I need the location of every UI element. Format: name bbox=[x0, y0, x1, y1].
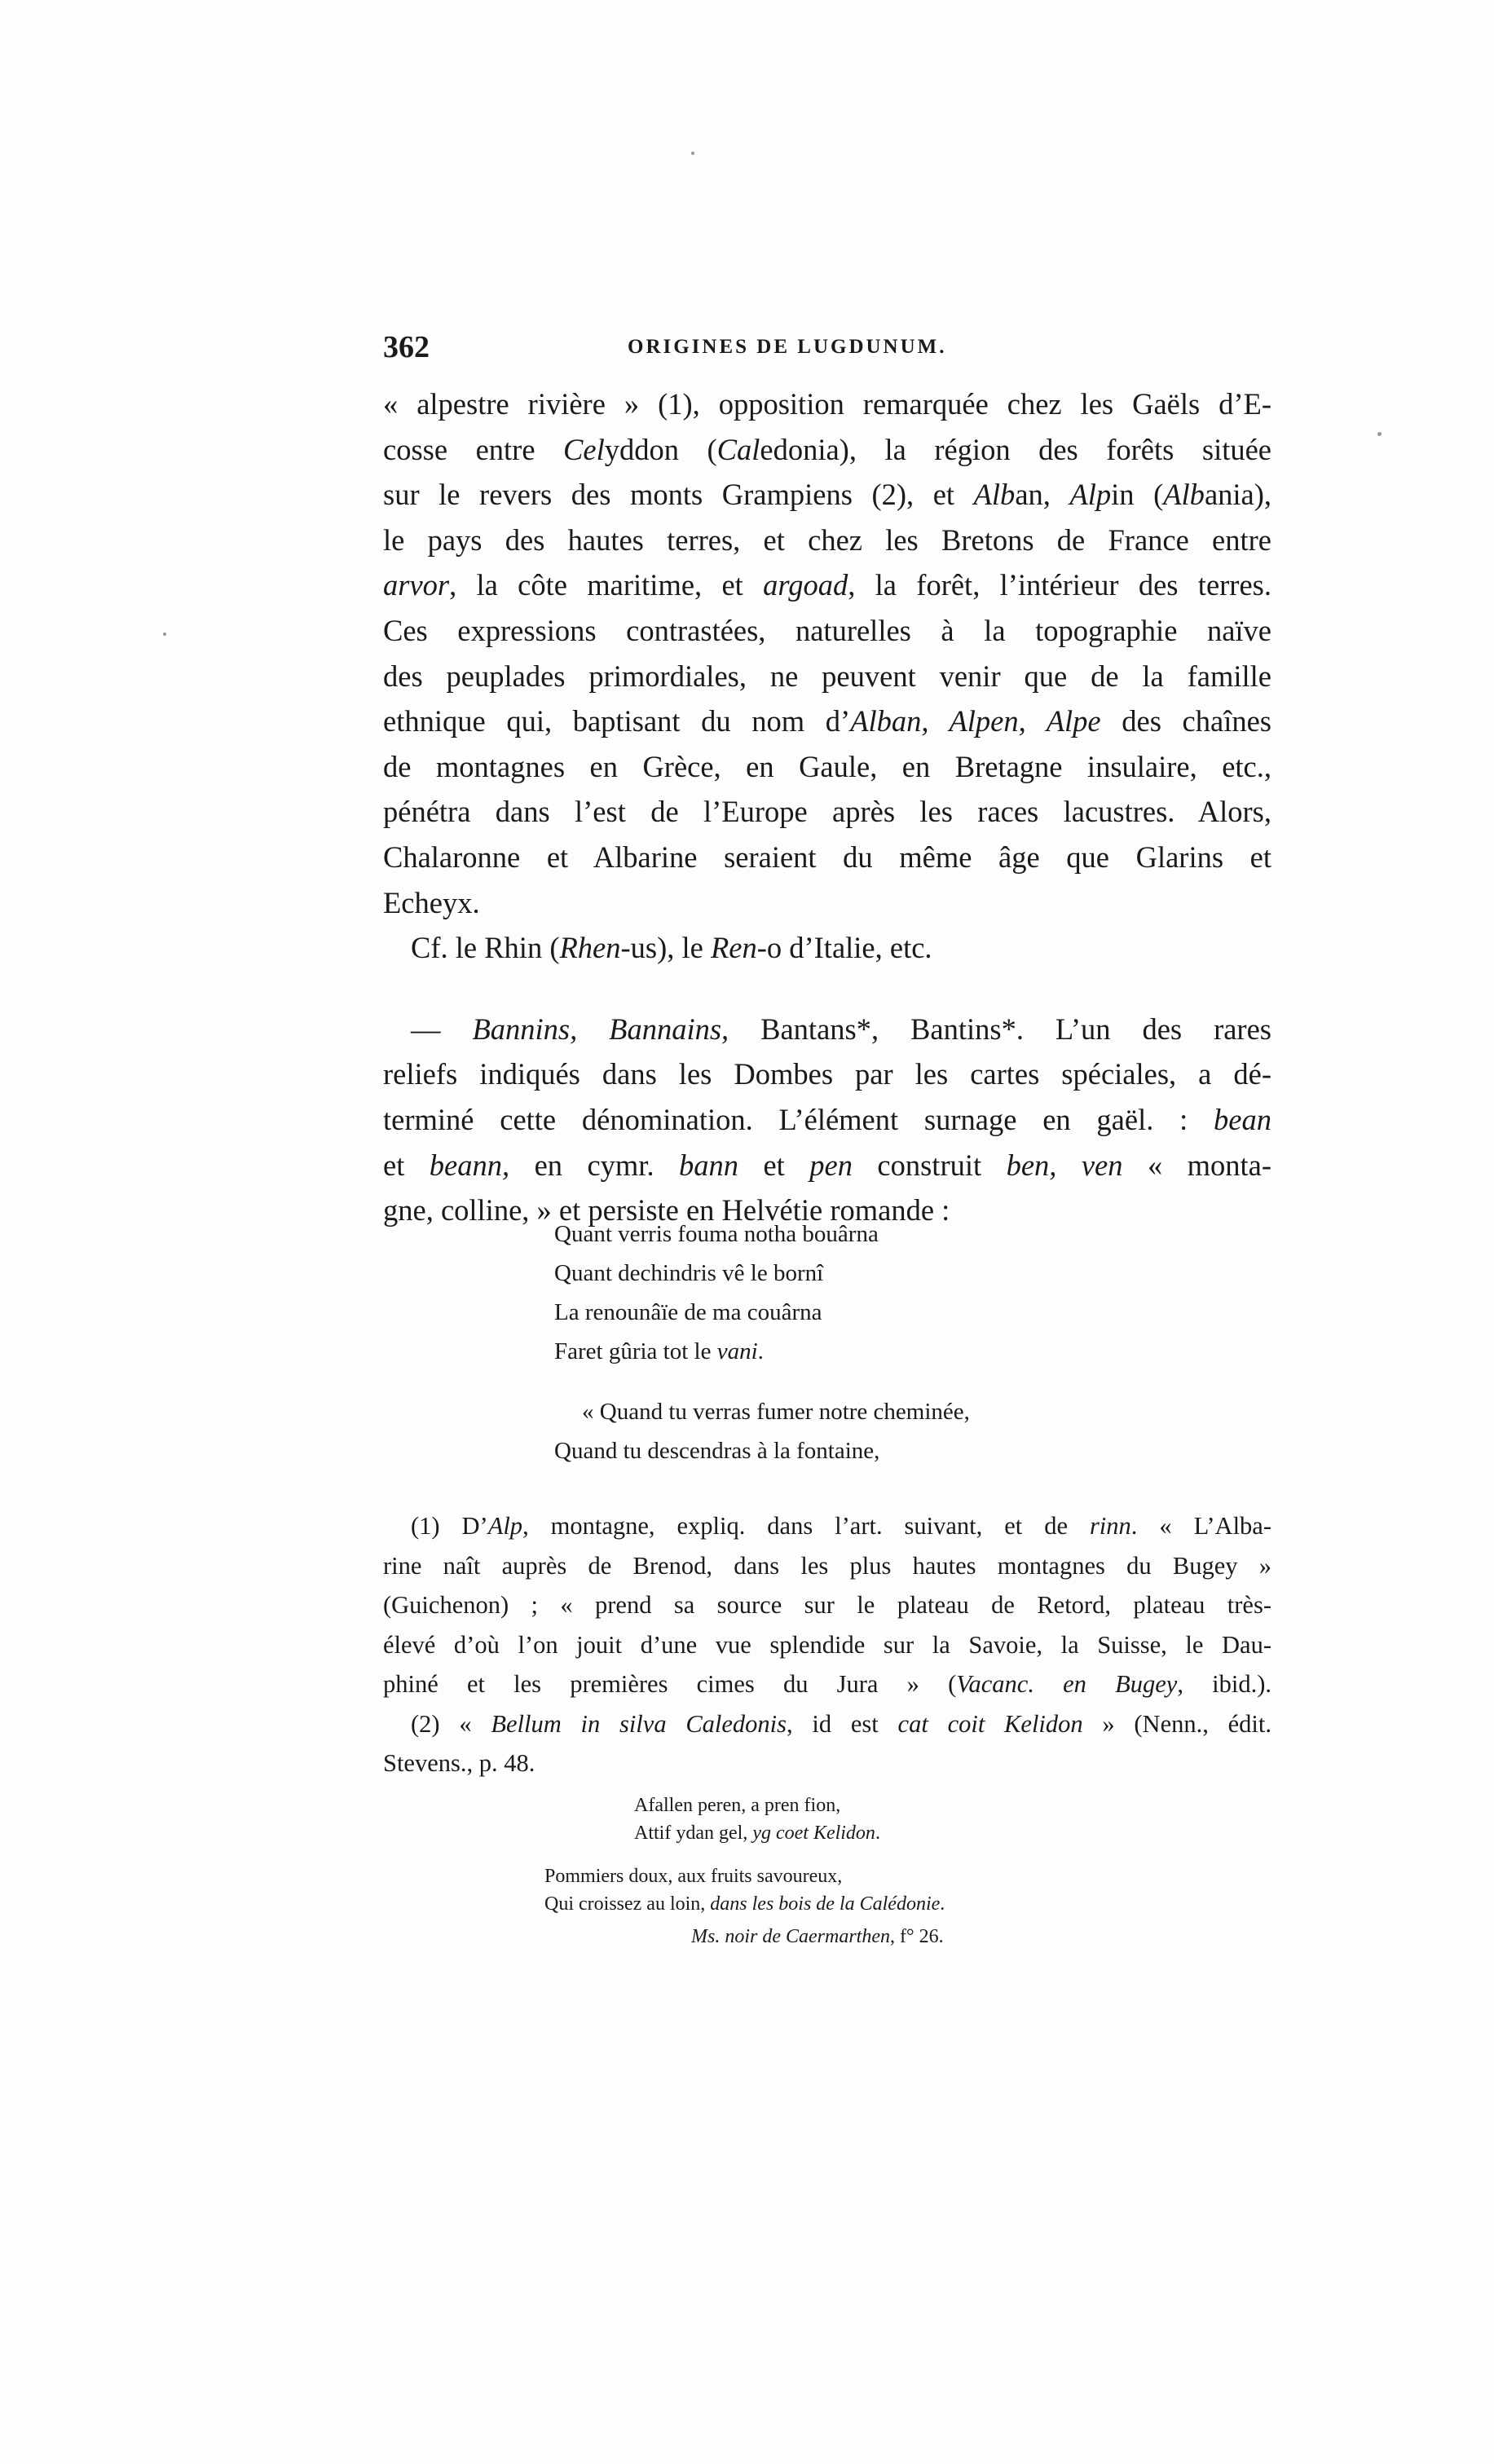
text-run: de montagnes en Grèce, en Gaule, en Bretagne insulaire, etc., bbox=[383, 749, 1271, 783]
text-run: Quant dechindris vê le bornî bbox=[554, 1260, 824, 1286]
text-run: pénétra dans l’est de l’Europe après les races lacustres. Alors, bbox=[383, 795, 1271, 829]
footnote-line bbox=[383, 1585, 1271, 1625]
translation-verse bbox=[544, 1862, 945, 1918]
main-text bbox=[383, 381, 1271, 1233]
italic-text: cat coit Kelidon bbox=[897, 1709, 1083, 1738]
text-line bbox=[383, 1097, 1271, 1143]
text-run: Pommiers doux, aux fruits savoureux, bbox=[544, 1866, 843, 1887]
text-run: phiné et les premières cimes du Jura » ( bbox=[383, 1670, 957, 1698]
italic-text: Ms. noir de Caermarthen bbox=[691, 1926, 890, 1947]
footnote-line bbox=[383, 1625, 1271, 1665]
text-run: . « L’Alba- bbox=[1130, 1512, 1271, 1540]
page-header bbox=[383, 329, 1271, 378]
text-run: , montagne, expliq. dans l’art. suivant, et de bbox=[522, 1512, 1090, 1540]
text-run: Qui croissez au loin, bbox=[544, 1893, 711, 1915]
text-run: (Guichenon) ; « prend sa source sur le plateau de Retord, plateau très- bbox=[383, 1591, 1271, 1619]
text-run: (2) « bbox=[411, 1709, 491, 1738]
italic-text: dans les bois de la Calédonie bbox=[710, 1893, 941, 1915]
text-run: Quand tu descendras à la fontaine, bbox=[554, 1438, 880, 1464]
text-line bbox=[383, 472, 1271, 518]
text-run: « alpestre rivière » (1), opposition remarquée chez les Gaëls d’E- bbox=[383, 387, 1271, 421]
text-line bbox=[383, 1051, 1271, 1097]
verse-line bbox=[634, 1792, 880, 1819]
verse-french bbox=[554, 1392, 970, 1470]
italic-text: arvor bbox=[383, 568, 450, 602]
text-run: ethnique qui, baptisant du nom d’ bbox=[383, 704, 851, 738]
source-citation bbox=[691, 1923, 944, 1950]
text-run: Bantans*, Bantins*. L’un des rares bbox=[729, 1012, 1271, 1046]
verse-line bbox=[544, 1890, 945, 1918]
text-run: . bbox=[940, 1893, 945, 1915]
italic-text: Alb bbox=[973, 478, 1016, 512]
speck-mark bbox=[1377, 432, 1382, 436]
text-run: Quant verris fouma notha bouârna bbox=[554, 1221, 879, 1247]
text-run: Cf. le Rhin ( bbox=[411, 931, 560, 965]
text-run: edonia), la région des forêts située bbox=[760, 432, 1271, 466]
paragraph-cf bbox=[383, 925, 1271, 971]
text-run: et bbox=[383, 1148, 430, 1182]
italic-text: Alb bbox=[1163, 478, 1205, 512]
text-run: La renounâïe de ma couârna bbox=[554, 1299, 822, 1325]
text-run: terminé cette dénomination. L’élément surnage en gaël. : bbox=[383, 1102, 1214, 1136]
text-run: , ibid.). bbox=[1177, 1670, 1271, 1698]
italic-text: Ren bbox=[710, 931, 757, 965]
text-line bbox=[383, 744, 1271, 790]
text-run: Stevens., p. 48. bbox=[383, 1749, 535, 1777]
verse-line bbox=[544, 1862, 945, 1890]
text-run: Attif ydan gel, bbox=[634, 1823, 753, 1844]
text-run: le pays des hautes terres, et chez les Bretons de France entre bbox=[383, 522, 1271, 557]
text-run: — bbox=[411, 1012, 473, 1046]
footnotes bbox=[383, 1506, 1271, 1783]
italic-text: beann, bbox=[429, 1148, 510, 1182]
text-run: Afallen peren, a pren fion, bbox=[634, 1795, 841, 1816]
verse-line bbox=[554, 1254, 879, 1293]
text-run: « monta- bbox=[1122, 1148, 1272, 1182]
verse-line bbox=[554, 1392, 970, 1431]
footnote-line bbox=[383, 1704, 1271, 1744]
italic-text: rinn bbox=[1089, 1512, 1131, 1540]
text-line bbox=[383, 1143, 1271, 1188]
italic-text: yg coet Kelidon bbox=[752, 1823, 875, 1844]
text-line bbox=[383, 381, 1271, 427]
italic-text: argoad bbox=[763, 568, 848, 602]
verse-line bbox=[554, 1332, 879, 1371]
text-line bbox=[383, 835, 1271, 880]
text-run: , la côte maritime, et bbox=[449, 568, 764, 602]
text-run: et bbox=[738, 1148, 810, 1182]
text-run: reliefs indiqués dans les Dombes par les cartes spéciales, a dé- bbox=[383, 1057, 1271, 1091]
paragraph-bannins bbox=[383, 1007, 1271, 1233]
text-run: (1) D’ bbox=[411, 1512, 488, 1540]
italic-text: Bannins, Bannains, bbox=[472, 1012, 729, 1046]
text-run: construit bbox=[852, 1148, 1007, 1182]
paragraph-alpestre bbox=[383, 381, 1271, 925]
text-run: , f° 26. bbox=[889, 1926, 944, 1947]
italic-text: Cel bbox=[563, 432, 605, 466]
footnote-line bbox=[383, 1546, 1271, 1586]
text-run: yddon ( bbox=[604, 432, 717, 466]
text-run: , id est bbox=[787, 1709, 898, 1738]
text-run: des peuplades primordiales, ne peuvent venir que de la famille bbox=[383, 659, 1271, 693]
text-run: « Quand tu verras fumer notre cheminée, bbox=[582, 1399, 970, 1425]
italic-text: vani bbox=[716, 1338, 758, 1364]
text-line bbox=[383, 654, 1271, 699]
running-head: ORIGINES DE LUGDUNUM. bbox=[628, 336, 947, 358]
text-line bbox=[383, 880, 1271, 926]
text-line bbox=[383, 1007, 1271, 1052]
footnote-line bbox=[383, 1506, 1271, 1546]
text-run: gne, colline, » et persiste en Helvétie romande : bbox=[383, 1193, 950, 1228]
footnote-line bbox=[383, 1664, 1271, 1704]
italic-text: Alban, Alpen, Alpe bbox=[850, 704, 1101, 738]
speck-mark bbox=[163, 633, 166, 636]
text-run: cosse entre bbox=[383, 432, 564, 466]
text-run: sur le revers des monts Grampiens (2), et bbox=[383, 478, 974, 512]
text-run: . bbox=[757, 1338, 764, 1364]
text-run: . bbox=[875, 1823, 880, 1844]
text-line bbox=[383, 789, 1271, 835]
verse-line bbox=[554, 1293, 879, 1332]
paragraph-gap bbox=[383, 971, 1271, 1007]
text-line bbox=[383, 518, 1271, 563]
welsh-verse bbox=[634, 1792, 880, 1847]
text-run: rine naît auprès de Brenod, dans les plus hautes montagnes du Bugey » bbox=[383, 1551, 1271, 1580]
italic-text: pen bbox=[809, 1148, 853, 1182]
text-run: , la forêt, l’intérieur des terres. bbox=[848, 568, 1271, 602]
footnote-line bbox=[383, 1743, 1271, 1783]
verse-line bbox=[554, 1431, 970, 1470]
text-run: ania), bbox=[1204, 478, 1272, 512]
verse-line bbox=[554, 1214, 879, 1254]
text-line bbox=[383, 427, 1271, 473]
italic-text: ben, ven bbox=[1006, 1148, 1123, 1182]
italic-text: Rhen bbox=[559, 931, 621, 965]
italic-text: Bellum in silva Caledonis bbox=[491, 1709, 787, 1738]
italic-text: Alp bbox=[487, 1512, 523, 1540]
text-run: Faret gûria tot le bbox=[554, 1338, 717, 1364]
verse-line bbox=[634, 1819, 880, 1847]
text-run: Echeyx. bbox=[383, 885, 480, 919]
italic-text: Cal bbox=[716, 432, 760, 466]
text-run: des chaînes bbox=[1100, 704, 1271, 738]
text-run: Ces expressions contrastées, naturelles à la topographie naïve bbox=[383, 613, 1271, 647]
italic-text: bann bbox=[679, 1148, 739, 1182]
verse-patois bbox=[554, 1214, 879, 1371]
text-run: Chalaronne et Albarine seraient du même âge que Glarins et bbox=[383, 840, 1271, 874]
text-run: in ( bbox=[1111, 478, 1164, 512]
italic-text: Vacanc. en Bugey bbox=[956, 1670, 1178, 1698]
text-run: -o d’Italie, etc. bbox=[756, 931, 932, 965]
text-run: » (Nenn., édit. bbox=[1082, 1709, 1271, 1738]
speck-mark bbox=[691, 152, 694, 155]
text-run: -us), le bbox=[620, 931, 711, 965]
text-run: élevé d’où l’on jouit d’une vue splendide sur la Savoie, la Suisse, le Dau- bbox=[383, 1630, 1271, 1659]
italic-text: bean bbox=[1214, 1102, 1271, 1136]
text-run: an, bbox=[1015, 478, 1070, 512]
italic-text: Alp bbox=[1069, 478, 1112, 512]
text-line bbox=[383, 562, 1271, 608]
text-line bbox=[383, 608, 1271, 654]
text-run: en cymr. bbox=[509, 1148, 680, 1182]
text-line bbox=[383, 699, 1271, 744]
page-number: 362 bbox=[383, 330, 430, 364]
